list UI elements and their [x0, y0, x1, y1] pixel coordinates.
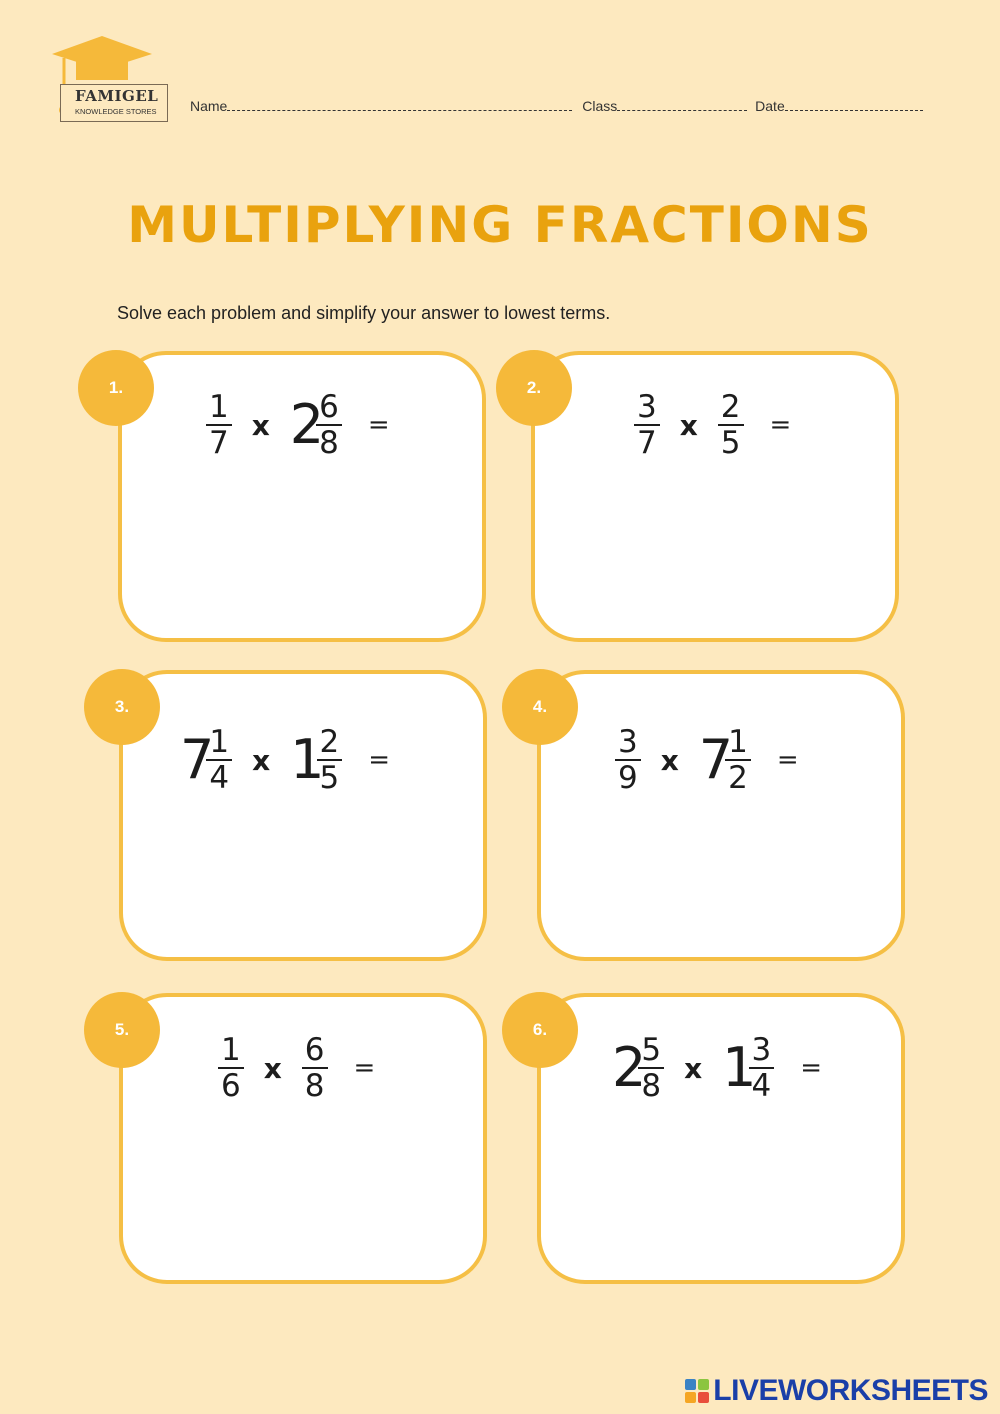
- times-operator: x: [251, 408, 270, 442]
- times-operator: x: [679, 408, 698, 442]
- mixed-number: [218, 1033, 244, 1103]
- fraction: [206, 725, 232, 795]
- numerator: 5: [638, 1033, 664, 1069]
- denominator: 8: [319, 425, 339, 462]
- numerator: 1: [218, 1033, 244, 1069]
- equals-sign: =: [776, 745, 799, 776]
- numerator: 1: [206, 725, 232, 761]
- denominator: 8: [641, 1068, 662, 1105]
- mixed-number: [290, 390, 342, 460]
- class-line[interactable]: [617, 98, 747, 111]
- fraction: [615, 725, 641, 795]
- fraction: [206, 390, 232, 460]
- denominator: 5: [720, 425, 741, 462]
- mixed-number: [699, 725, 751, 795]
- denominator: 8: [304, 1068, 325, 1105]
- numerator: 1: [725, 725, 751, 761]
- logo-box: [60, 84, 168, 122]
- fraction: [218, 1033, 244, 1103]
- equals-sign: =: [769, 410, 792, 441]
- problem-expression: [206, 390, 390, 460]
- fraction: [317, 725, 343, 795]
- times-operator: x: [252, 743, 271, 777]
- numerator: 3: [634, 390, 660, 426]
- brand-text: LIVEWORKSHEETS: [713, 1374, 988, 1407]
- numerator: 2: [317, 725, 343, 761]
- problem-number-badge: 2.: [496, 350, 572, 426]
- fraction: [302, 1033, 328, 1103]
- date-label: Date: [755, 98, 785, 114]
- problem-number-badge: 4.: [502, 669, 578, 745]
- fraction: [725, 725, 751, 795]
- equals-sign: =: [367, 410, 390, 441]
- mixed-number: [718, 390, 744, 460]
- mixed-number: [612, 1033, 664, 1103]
- liveworksheets-icon: [685, 1379, 709, 1403]
- logo-name: FAMIGEL: [75, 87, 159, 105]
- liveworksheets-logo: [685, 1374, 988, 1408]
- whole-number: 2: [612, 1036, 647, 1100]
- whole-number: 7: [698, 728, 734, 792]
- equals-sign: =: [353, 1053, 376, 1084]
- mixed-number: [302, 1033, 328, 1103]
- fraction: [749, 1033, 775, 1103]
- problem-expression: [612, 1033, 822, 1103]
- whole-number: 1: [290, 728, 325, 792]
- problem-number-badge: 3.: [84, 669, 160, 745]
- times-operator: x: [684, 1051, 703, 1085]
- fraction: [718, 390, 744, 460]
- problem-expression: [615, 725, 799, 795]
- mixed-number: [290, 725, 342, 795]
- mixed-number: [180, 725, 232, 795]
- mixed-number: [615, 725, 641, 795]
- numerator: 6: [302, 1033, 328, 1069]
- problem-expression: [634, 390, 791, 460]
- denominator: 4: [751, 1068, 772, 1105]
- numerator: 3: [749, 1033, 775, 1069]
- header-fields: [190, 98, 923, 114]
- page-title: MULTIPLYING FRACTIONS: [127, 196, 873, 254]
- class-label: Class: [582, 98, 618, 114]
- problem-number-badge: 6.: [502, 992, 578, 1068]
- mixed-number: [634, 390, 660, 460]
- times-operator: x: [660, 743, 679, 777]
- problem-expression: [180, 725, 390, 795]
- denominator: 9: [618, 760, 638, 797]
- instructions: Solve each problem and simplify your answer to lowest terms.: [117, 303, 611, 323]
- problem-card-3[interactable]: [119, 670, 487, 961]
- numerator: 3: [615, 725, 641, 761]
- denominator: 5: [319, 760, 340, 797]
- mixed-number: [206, 390, 232, 460]
- times-operator: x: [263, 1051, 282, 1085]
- date-line[interactable]: [785, 98, 923, 111]
- denominator: 7: [209, 425, 229, 462]
- logo-subtitle: KNOWLEDGE STORES: [75, 107, 157, 116]
- mixed-number: [722, 1033, 774, 1103]
- famigel-logo: [52, 36, 170, 128]
- whole-number: 1: [722, 1036, 757, 1100]
- whole-number: 2: [289, 393, 325, 457]
- problem-number-badge: 5.: [84, 992, 160, 1068]
- denominator: 6: [221, 1068, 241, 1105]
- equals-sign: =: [368, 745, 391, 776]
- fraction: [638, 1033, 664, 1103]
- name-label: Name: [190, 98, 228, 114]
- whole-number: 7: [180, 728, 215, 792]
- equals-sign: =: [800, 1053, 823, 1084]
- numerator: 1: [206, 390, 232, 426]
- name-line[interactable]: [227, 98, 572, 111]
- problem-number-badge: 1.: [78, 350, 154, 426]
- numerator: 6: [316, 390, 342, 426]
- fraction: [316, 390, 342, 460]
- denominator: 2: [728, 760, 748, 797]
- denominator: 7: [637, 425, 657, 462]
- fraction: [634, 390, 660, 460]
- denominator: 4: [209, 760, 230, 797]
- numerator: 2: [718, 390, 744, 426]
- problem-card-4[interactable]: [537, 670, 905, 961]
- problem-expression: [218, 1033, 375, 1103]
